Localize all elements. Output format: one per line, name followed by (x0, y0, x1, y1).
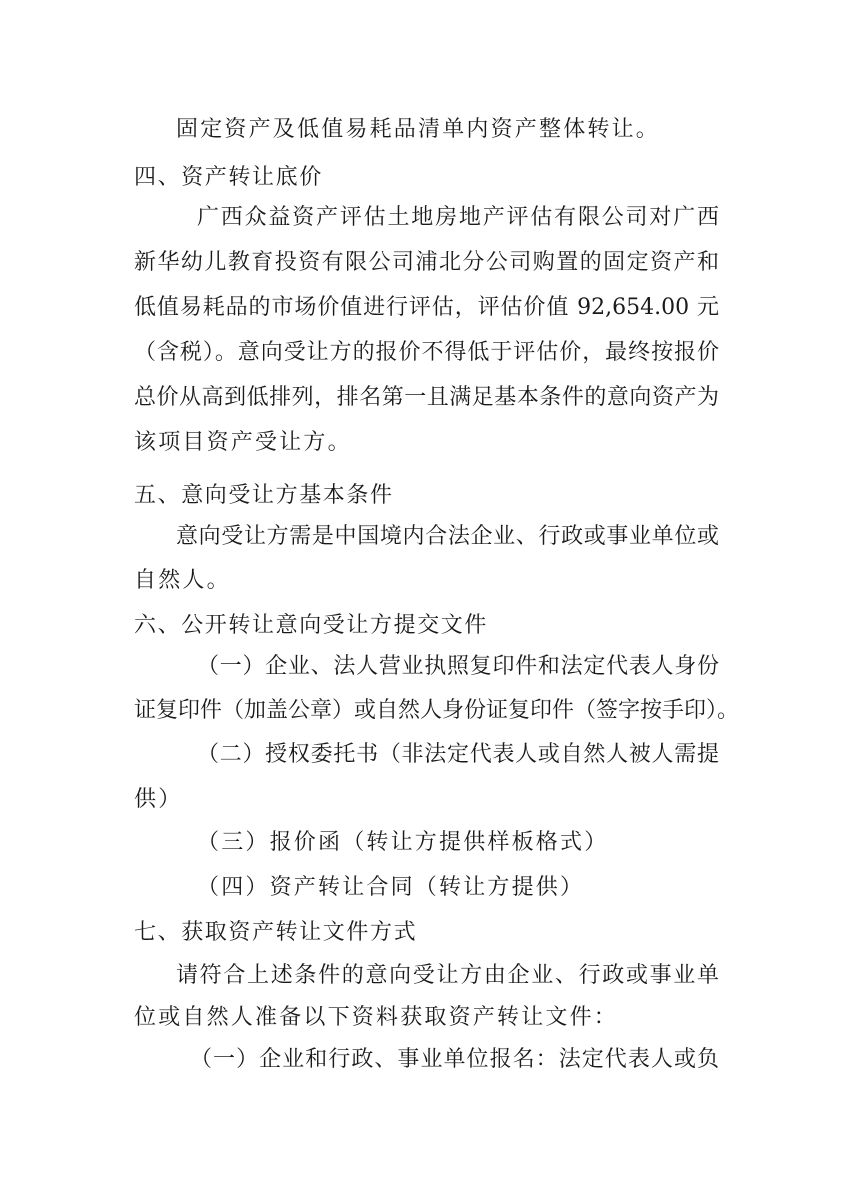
paragraph-line: （含税）。意向受让方的报价不得低于评估价，最终按报价 (134, 340, 719, 365)
list-item: （三）报价函（转让方提供样板格式） (197, 830, 609, 855)
list-item: （四）资产转让合同（转让方提供） (197, 875, 585, 900)
list-item: （一）企业、法人营业执照复印件和法定代表人身份 (197, 654, 719, 679)
paragraph-line: 意向受让方需是中国境内合法企业、行政或事业单位或 (176, 524, 719, 549)
list-item: （二）授权委托书（非法定代表人或自然人被人需提 (197, 742, 719, 767)
paragraph-line: 总价从高到低排列，排名第一且满足基本条件的意向资产为 (134, 385, 719, 410)
paragraph-line: 自然人。 (134, 568, 231, 593)
section-heading-6: 六、公开转让意向受让方提交文件 (134, 613, 489, 638)
paragraph-line: 广西众益资产评估土地房地产评估有限公司对广西 (197, 205, 719, 230)
paragraph-line: 请符合上述条件的意向受让方由企业、行政或事业单 (176, 963, 719, 988)
section-heading-4: 四、资产转让底价 (134, 165, 323, 190)
paragraph-line: 位或自然人准备以下资料获取资产转让文件： (134, 1005, 619, 1030)
list-item-continuation: 证复印件（加盖公章）或自然人身份证复印件（签字按手印）。 (134, 698, 740, 723)
list-item: （一）企业和行政、事业单位报名：法定代表人或负 (190, 1047, 719, 1072)
list-item-continuation: 供） (134, 787, 183, 812)
paragraph-line: 该项目资产受让方。 (134, 430, 352, 455)
section-heading-5: 五、意向受让方基本条件 (134, 483, 394, 508)
paragraph-line: 低值易耗品的市场价值进行评估，评估价值 92,654.00 元 (134, 295, 719, 320)
section-heading-7: 七、获取资产转让文件方式 (134, 920, 418, 945)
paragraph-line: 新华幼儿教育投资有限公司浦北分公司购置的固定资产和 (134, 250, 719, 275)
paragraph-line: 固定资产及低值易耗品清单内资产整体转让。 (176, 117, 661, 142)
